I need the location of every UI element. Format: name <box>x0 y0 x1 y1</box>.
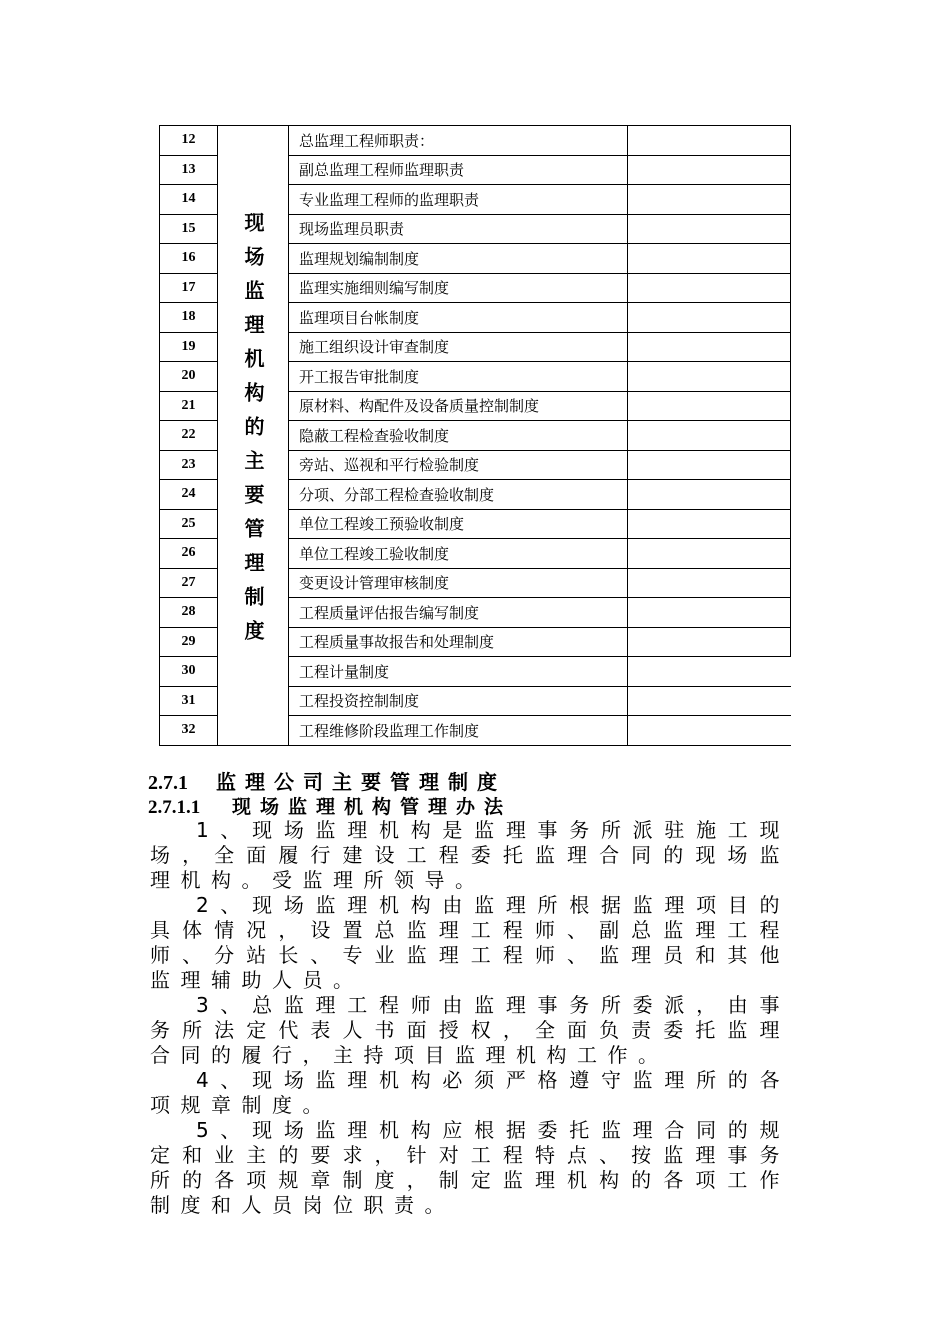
subsection-heading <box>148 792 512 819</box>
regulation-item-cell: 监理项目台帐制度 <box>289 303 628 333</box>
row-number-cell: 20 <box>160 362 218 392</box>
category-label: 现场监理机构的主要管理制度 <box>241 212 265 655</box>
paragraph: 5、现场监理机构应根据委托监理合同的规定和业主的要求，针对工程特点、按监理事务所的各项规章制度，制定监理机构的各项工作制度和人员岗位职责。 <box>150 1118 790 1217</box>
empty-cell <box>628 155 791 185</box>
row-number-cell: 32 <box>160 716 218 746</box>
section-heading <box>148 766 506 795</box>
regulation-item-cell: 隐蔽工程检查验收制度 <box>289 421 628 451</box>
row-number-cell: 16 <box>160 244 218 274</box>
empty-cell <box>628 509 791 539</box>
row-number-cell: 28 <box>160 598 218 628</box>
empty-cell <box>628 686 791 716</box>
paragraph: 4、现场监理机构必须严格遵守监理所的各项规章制度。 <box>150 1068 790 1117</box>
section-title: 监理公司主要管理制度 <box>216 770 506 794</box>
regulation-item-cell: 专业监理工程师的监理职责 <box>289 185 628 215</box>
regulation-item-cell: 副总监理工程师监理职责 <box>289 155 628 185</box>
paragraph: 1、现场监理机构是监理事务所派驻施工现场，全面履行建设工程委托监理合同的现场监理机构。受监理所领导。 <box>150 818 790 892</box>
empty-cell <box>628 657 791 687</box>
subsection-number: 2.7.1.1 <box>148 797 201 818</box>
regulation-item-cell: 现场监理员职责 <box>289 214 628 244</box>
row-number-cell: 14 <box>160 185 218 215</box>
row-number-cell: 17 <box>160 273 218 303</box>
row-number-cell: 12 <box>160 126 218 156</box>
empty-cell <box>628 568 791 598</box>
regulation-item-cell: 工程维修阶段监理工作制度 <box>289 716 628 746</box>
empty-cell <box>628 362 791 392</box>
regulation-item-cell: 施工组织设计审查制度 <box>289 332 628 362</box>
section-number: 2.7.1 <box>148 772 188 794</box>
row-number-cell: 23 <box>160 450 218 480</box>
row-number-cell: 25 <box>160 509 218 539</box>
row-number-cell: 19 <box>160 332 218 362</box>
category-cell <box>218 126 289 746</box>
regulation-item-cell: 开工报告审批制度 <box>289 362 628 392</box>
regulations-table <box>159 125 791 746</box>
empty-cell <box>628 627 791 657</box>
body-text <box>150 818 790 1218</box>
subsection-title: 现场监理机构管理办法 <box>232 796 513 818</box>
regulation-item-cell: 监理实施细则编写制度 <box>289 273 628 303</box>
paragraph: 3、总监理工程师由监理事务所委派，由事务所法定代表人书面授权，全面负责委托监理合同的履行，主持项目监理机构工作。 <box>150 993 790 1067</box>
paragraph: 2、现场监理机构由监理所根据监理项目的具体情况，设置总监理工程师、副总监理工程师、分站长、专业监理工程师、监理员和其他监理辅助人员。 <box>150 893 790 992</box>
empty-cell <box>628 303 791 333</box>
row-number-cell: 27 <box>160 568 218 598</box>
row-number-cell: 21 <box>160 391 218 421</box>
regulation-item-cell: 单位工程竣工验收制度 <box>289 539 628 569</box>
row-number-cell: 22 <box>160 421 218 451</box>
regulation-item-cell: 单位工程竣工预验收制度 <box>289 509 628 539</box>
table-row <box>160 126 791 156</box>
row-number-cell: 24 <box>160 480 218 510</box>
regulation-item-cell: 工程质量事故报告和处理制度 <box>289 627 628 657</box>
row-number-cell: 31 <box>160 686 218 716</box>
empty-cell <box>628 185 791 215</box>
empty-cell <box>628 450 791 480</box>
empty-cell <box>628 332 791 362</box>
regulation-item-cell: 工程计量制度 <box>289 657 628 687</box>
row-number-cell: 30 <box>160 657 218 687</box>
regulation-item-cell: 旁站、巡视和平行检验制度 <box>289 450 628 480</box>
regulation-item-cell: 原材料、构配件及设备质量控制制度 <box>289 391 628 421</box>
empty-cell <box>628 273 791 303</box>
regulation-item-cell: 变更设计管理审核制度 <box>289 568 628 598</box>
regulations-table-body <box>160 126 791 746</box>
empty-cell <box>628 126 791 156</box>
empty-cell <box>628 391 791 421</box>
empty-cell <box>628 244 791 274</box>
empty-cell <box>628 480 791 510</box>
empty-cell <box>628 421 791 451</box>
empty-cell <box>628 539 791 569</box>
row-number-cell: 13 <box>160 155 218 185</box>
empty-cell <box>628 598 791 628</box>
row-number-cell: 26 <box>160 539 218 569</box>
regulation-item-cell: 工程质量评估报告编写制度 <box>289 598 628 628</box>
row-number-cell: 18 <box>160 303 218 333</box>
row-number-cell: 15 <box>160 214 218 244</box>
regulation-item-cell: 监理规划编制制度 <box>289 244 628 274</box>
row-number-cell: 29 <box>160 627 218 657</box>
empty-cell <box>628 214 791 244</box>
empty-cell <box>628 716 791 746</box>
regulation-item-cell: 总监理工程师职责： <box>289 126 628 156</box>
regulation-item-cell: 工程投资控制制度 <box>289 686 628 716</box>
regulation-item-cell: 分项、分部工程检查验收制度 <box>289 480 628 510</box>
